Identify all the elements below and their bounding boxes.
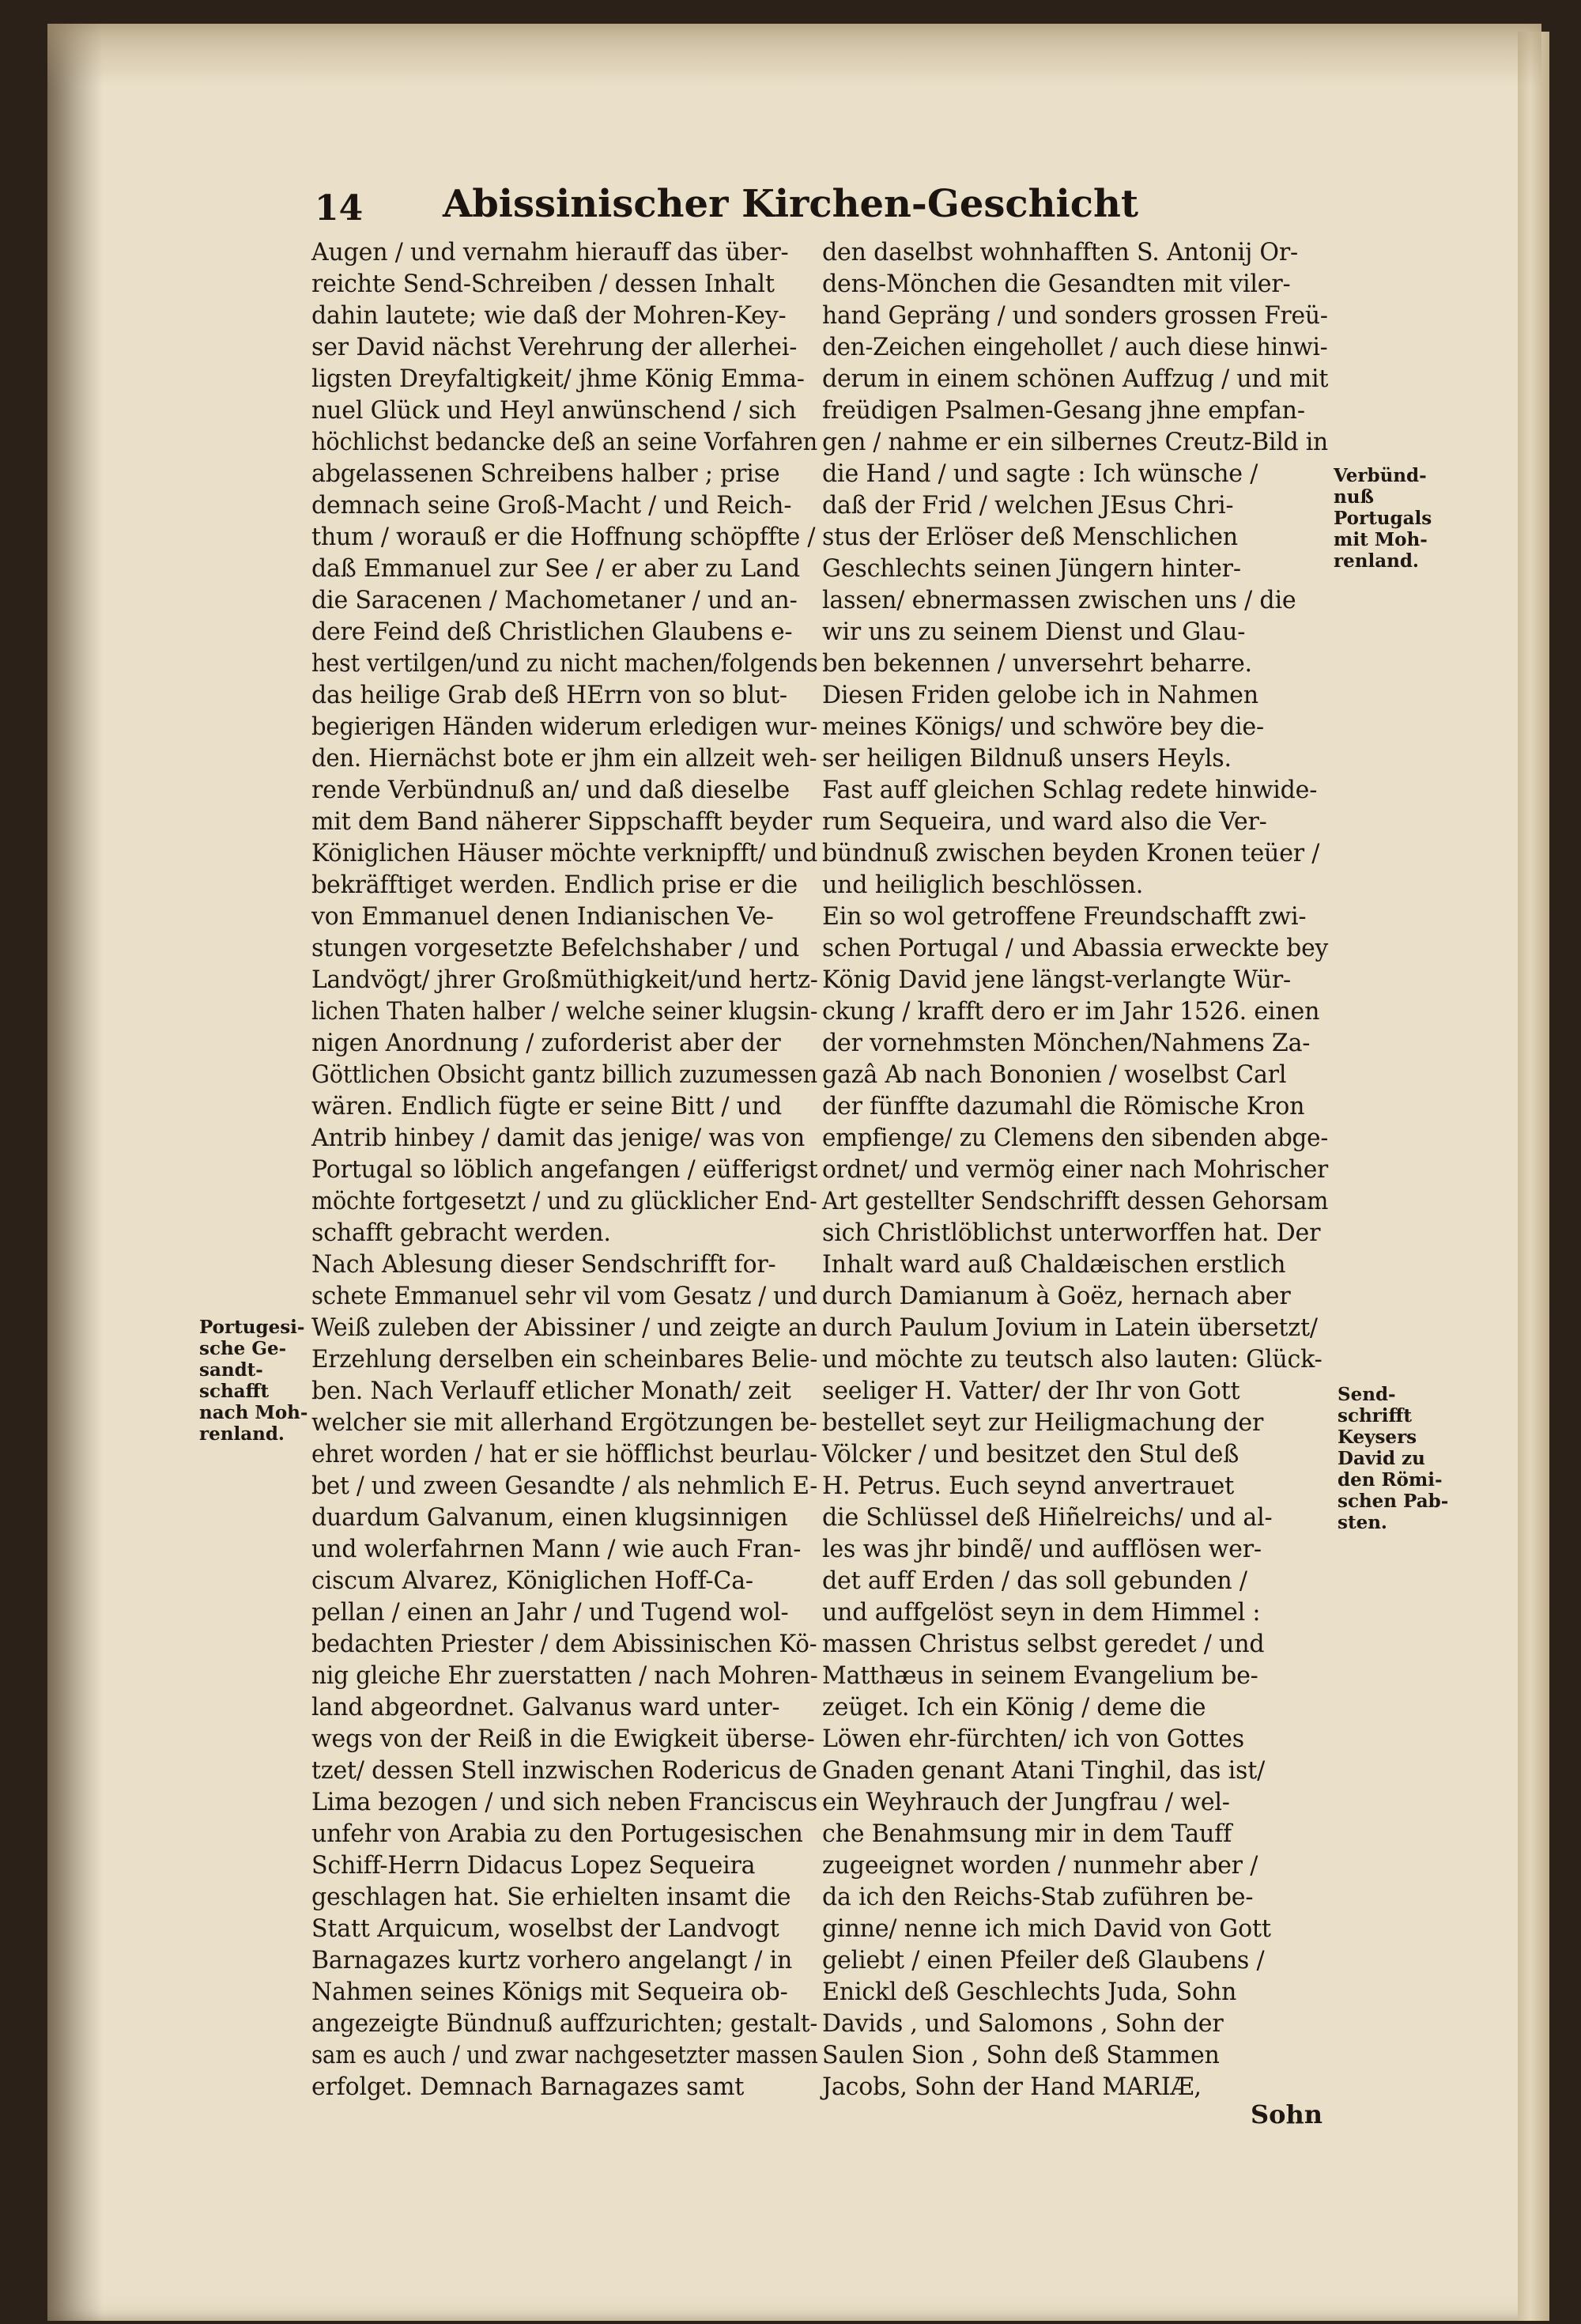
text-line: ser David nächst Verehrung der allerhei-: [311, 334, 798, 361]
text-line: ligsten Dreyfaltigkeit/ jhme König Emma-: [311, 365, 805, 393]
text-line: Augen / und vernahm hierauff das über-: [311, 239, 789, 266]
margin-note-right-2: [1338, 1384, 1448, 1533]
text-line: ben bekennen / unversehrt beharre.: [822, 650, 1252, 678]
text-line: Schiff-Herrn Didacus Lopez Sequeira: [311, 1852, 756, 1880]
text-line: dere Feind deß Christlichen Glaubens e-: [311, 618, 793, 646]
text-line: rende Verbündnuß an/ und daß dieselbe: [311, 777, 790, 804]
text-line: les was jhr bindẽ/ und aufflösen wer-: [822, 1536, 1262, 1563]
text-line: bestellet seyt zur Heiligmachung der: [822, 1409, 1264, 1437]
text-line: höchlichst bedancke deß an seine Vorfahren: [311, 429, 818, 456]
margin-note-line: schen Pab-: [1338, 1491, 1449, 1512]
text-line: tzet/ dessen Stell inzwischen Rodericus de: [311, 1757, 817, 1785]
margin-note-line: Send-: [1338, 1384, 1396, 1405]
text-line: möchte fortgesetzt / und zu glücklicher End-: [311, 1188, 817, 1215]
text-line: bekräfftiget werden. Endlich prise er die: [311, 871, 798, 899]
right-column: [822, 237, 1336, 2103]
text-line: die Hand / und sagte : Ich wünsche /: [822, 460, 1258, 488]
text-line: Antrib hinbey / damit das jenige/ was von: [311, 1124, 806, 1152]
text-line: erfolget. Demnach Barnagazes samt: [311, 2073, 745, 2101]
text-line: ordnet/ und vermög einer nach Mohrischer: [822, 1156, 1329, 1184]
text-line: zeüget. Ich ein König / deme die: [822, 1694, 1206, 1721]
text-line: Ein so wol getroffene Freundschafft zwi-: [822, 903, 1307, 931]
text-line: ehret worden / hat er sie höfflichst beurlau-: [311, 1441, 817, 1468]
text-line: und auffgelöst seyn in dem Himmel :: [822, 1599, 1261, 1627]
text-line: sam es auch / und zwar nachgesetzter massen: [311, 2042, 818, 2069]
text-line: ser heiligen Bildnuß unsers Heyls.: [822, 745, 1232, 773]
text-line: König David jene längst-verlangte Wür-: [822, 966, 1291, 994]
text-line: stungen vorgesetzte Befelchshaber / und: [311, 935, 800, 962]
text-line: massen Christus selbst geredet / und: [822, 1631, 1265, 1658]
text-line: Völcker / und besitzet den Stul deß: [822, 1441, 1240, 1468]
text-line: hest vertilgen/und zu nicht machen/folgends: [311, 650, 818, 678]
text-line: der vornehmsten Mönchen/Nahmens Za-: [822, 1030, 1311, 1057]
text-line: Enickl deß Geschlechts Juda, Sohn: [822, 1978, 1237, 2006]
margin-note-line: Portugesi-: [199, 1317, 305, 1338]
margin-note-line: nach Moh-: [199, 1402, 308, 1423]
text-line: Barnagazes kurtz vorhero angelangt / in: [311, 1947, 793, 1974]
margin-note-line: Verbünd-: [1334, 465, 1427, 486]
catchword: Sohn: [1251, 2099, 1323, 2129]
margin-note-line: sche Ge-: [199, 1338, 287, 1359]
text-line: welcher sie mit allerhand Ergötzungen be-: [311, 1409, 817, 1437]
text-line: mit dem Band näherer Sippschafft beyder: [311, 808, 813, 836]
text-line: schen Portugal / und Abassia erweckte bey: [822, 935, 1329, 962]
text-line: von Emmanuel denen Indianischen Ve-: [311, 903, 774, 931]
text-line: wegs von der Reiß in die Ewigkeit überse-: [311, 1725, 815, 1753]
text-line: durch Paulum Jovium in Latein übersetzt/: [822, 1314, 1318, 1342]
margin-note-line: Portugals: [1334, 508, 1432, 529]
text-line: H. Petrus. Euch seynd anvertrauet: [822, 1472, 1234, 1500]
text-line: daß Emmanuel zur See / er aber zu Land: [311, 555, 800, 583]
text-line: land abgeordnet. Galvanus ward unter-: [311, 1694, 780, 1721]
spine-shadow: [47, 24, 103, 2321]
text-line: empfienge/ zu Clemens den sibenden abge-: [822, 1124, 1329, 1152]
left-column: [311, 237, 825, 2103]
text-line: begierigen Händen widerum erledigen wur-: [311, 713, 818, 741]
text-line: und möchte zu teutsch also lauten: Glück-: [822, 1346, 1323, 1374]
margin-note-line: nuß: [1334, 486, 1374, 508]
text-line: lichen Thaten halber / welche seiner klugsin-: [311, 998, 818, 1026]
text-line: Fast auff gleichen Schlag redete hinwide-: [822, 777, 1318, 804]
running-title: Abissinischer Kirchen-Geschicht: [442, 182, 1139, 226]
text-line: unfehr von Arabia zu den Portugesischen: [311, 1820, 803, 1848]
text-line: thum / worauß er die Hoffnung schöpffte /: [311, 523, 816, 551]
text-line: das heilige Grab deß HErrn von so blut-: [311, 682, 787, 709]
text-line: duardum Galvanum, einen klugsinnigen: [311, 1504, 788, 1532]
text-line: stus der Erlöser deß Menschlichen: [822, 523, 1238, 551]
text-line: Nach Ablesung dieser Sendschrifft for-: [311, 1251, 776, 1279]
margin-note-line: mit Moh-: [1334, 529, 1428, 550]
text-line: Gnaden genant Atani Tinghil, das ist/: [822, 1757, 1266, 1785]
text-line: den. Hiernächst bote er jhm ein allzeit weh-: [311, 745, 817, 773]
text-line: durch Damianum à Goëz, hernach aber: [822, 1283, 1291, 1310]
margin-note-line: renland.: [199, 1423, 285, 1445]
text-line: Saulen Sion , Sohn deß Stammen: [822, 2042, 1220, 2069]
text-line: dahin lautete; wie daß der Mohren-Key-: [311, 302, 787, 330]
margin-note-line: David zu: [1338, 1448, 1425, 1469]
text-line: Geschlechts seinen Jüngern hinter-: [822, 555, 1241, 583]
margin-note-line: renland.: [1334, 550, 1419, 572]
text-line: Landvögt/ jhrer Großmüthigkeit/und hertz-: [311, 966, 818, 994]
text-line: die Schlüssel deß Hiñelreichs/ und al-: [822, 1504, 1273, 1532]
text-line: geliebt / einen Pfeiler deß Glaubens /: [822, 1947, 1265, 1974]
page-number: 14: [315, 188, 364, 229]
text-line: Lima bezogen / und sich neben Franciscus: [311, 1789, 818, 1816]
text-line: schete Emmanuel sehr vil vom Gesatz / und: [311, 1283, 817, 1310]
text-line: abgelassenen Schreibens halber ; prise: [311, 460, 780, 488]
text-line: Königlichen Häuser möchte verknipfft/ und: [311, 840, 818, 867]
margin-note-line: sten.: [1338, 1512, 1387, 1533]
text-line: ein Weyhrauch der Jungfrau / wel-: [822, 1789, 1230, 1816]
text-line: bedachten Priester / dem Abissinischen Kö-: [311, 1631, 817, 1658]
text-line: nig gleiche Ehr zuerstatten / nach Mohren-: [311, 1662, 818, 1690]
text-line: Jacobs, Sohn der Hand MARIÆ,: [822, 2073, 1202, 2101]
text-line: Inhalt ward auß Chaldæischen erstlich: [822, 1251, 1286, 1279]
margin-note-line: schafft: [199, 1381, 270, 1402]
text-line: Statt Arquicum, woselbst der Landvogt: [311, 1915, 779, 1943]
text-line: wir uns zu seinem Dienst und Glau-: [822, 618, 1246, 646]
text-line: den-Zeichen eingehollet / auch diese hinwi-: [822, 334, 1328, 361]
text-line: Matthæus in seinem Evangelium be-: [822, 1662, 1258, 1690]
text-line: angezeigte Bündnuß auffzurichten; gestalt-: [311, 2010, 818, 2038]
text-line: rum Sequeira, und ward also die Ver-: [822, 808, 1267, 836]
text-line: freüdigen Psalmen-Gesang jhne empfan-: [822, 397, 1305, 425]
text-line: Portugal so löblich angefangen / eüfferigst: [311, 1156, 818, 1184]
text-line: Art gestellter Sendschrifft dessen Gehorsam: [822, 1188, 1329, 1215]
text-line: geschlagen hat. Sie erhielten insamt die: [311, 1884, 791, 1911]
text-line: und wolerfahrnen Mann / wie auch Fran-: [311, 1536, 802, 1563]
text-line: ciscum Alvarez, Königlichen Hoff-Ca-: [311, 1567, 753, 1595]
text-line: gazâ Ab nach Bononien / woselbst Carl: [822, 1061, 1287, 1089]
text-line: hand Gepräng / und sonders grossen Freü-: [822, 302, 1328, 330]
text-line: gen / nahme er ein silbernes Creutz-Bild in: [822, 429, 1328, 456]
margin-note-line: sandt-: [199, 1359, 263, 1381]
margin-note-right-1: [1334, 465, 1432, 572]
text-line: bündnuß zwischen beyden Kronen teüer /: [822, 840, 1320, 867]
text-line: daß der Frid / welchen JEsus Chri-: [822, 492, 1234, 520]
text-line: wären. Endlich fügte er seine Bitt / und: [311, 1093, 783, 1120]
text-line: meines Königs/ und schwöre bey die-: [822, 713, 1264, 741]
text-line: Weiß zuleben der Abissiner / und zeigte an: [311, 1314, 817, 1342]
text-line: ben. Nach Verlauff etlicher Monath/ zeit: [311, 1377, 791, 1405]
text-line: nuel Glück und Heyl anwünschend / sich: [311, 397, 797, 425]
text-line: che Benahmsung mir in dem Tauff: [822, 1820, 1232, 1848]
text-line: reichte Send-Schreiben / dessen Inhalt: [311, 270, 775, 298]
margin-note-line: den Römi-: [1338, 1469, 1443, 1491]
text-line: pellan / einen an Jahr / und Tugend wol-: [311, 1599, 789, 1627]
text-line: schafft gebracht werden.: [311, 1219, 611, 1247]
text-line: nigen Anordnung / zuforderist aber der: [311, 1030, 781, 1057]
text-line: dens-Mönchen die Gesandten mit viler-: [822, 270, 1291, 298]
text-line: Nahmen seines Königs mit Sequeira ob-: [311, 1978, 788, 2006]
text-line: demnach seine Groß-Macht / und Reich-: [311, 492, 792, 520]
text-line: ginne/ nenne ich mich David von Gott: [822, 1915, 1271, 1943]
page-top-edge: [47, 24, 1541, 87]
text-line: zugeeignet worden / nunmehr aber /: [822, 1852, 1258, 1880]
text-line: Erzehlung derselben ein scheinbares Belie-: [311, 1346, 818, 1374]
text-line: sich Christlöblichst unterworffen hat. Der: [822, 1219, 1321, 1247]
margin-note-line: Keysers: [1338, 1427, 1417, 1448]
text-line: det auff Erden / das soll gebunden /: [822, 1567, 1247, 1595]
text-line: Davids , und Salomons , Sohn der: [822, 2010, 1224, 2038]
text-line: lassen/ ebnermassen zwischen uns / die: [822, 587, 1296, 614]
text-line: und heiliglich beschlössen.: [822, 871, 1144, 899]
text-line: den daselbst wohnhafften S. Antonij Or-: [822, 239, 1298, 266]
text-line: derum in einem schönen Auffzug / und mit: [822, 365, 1329, 393]
margin-note-left: [199, 1317, 308, 1445]
text-line: ckung / krafft dero er im Jahr 1526. einen: [822, 998, 1320, 1026]
margin-note-line: schrifft: [1338, 1405, 1413, 1427]
text-line: Löwen ehr-fürchten/ ich von Gottes: [822, 1725, 1244, 1753]
text-line: die Saracenen / Machometaner / und an-: [311, 587, 798, 614]
text-line: Diesen Friden gelobe ich in Nahmen: [822, 682, 1258, 709]
text-line: bet / und zween Gesandte / als nehmlich E-: [311, 1472, 818, 1500]
text-line: Göttlichen Obsicht gantz billich zuzumessen: [311, 1061, 817, 1089]
text-line: seeliger H. Vatter/ der Ihr von Gott: [822, 1377, 1240, 1405]
text-line: da ich den Reichs-Stab zuführen be-: [822, 1884, 1254, 1911]
page-fore-edge: [1518, 32, 1549, 2321]
text-line: der fünffte dazumahl die Römische Kron: [822, 1093, 1305, 1120]
